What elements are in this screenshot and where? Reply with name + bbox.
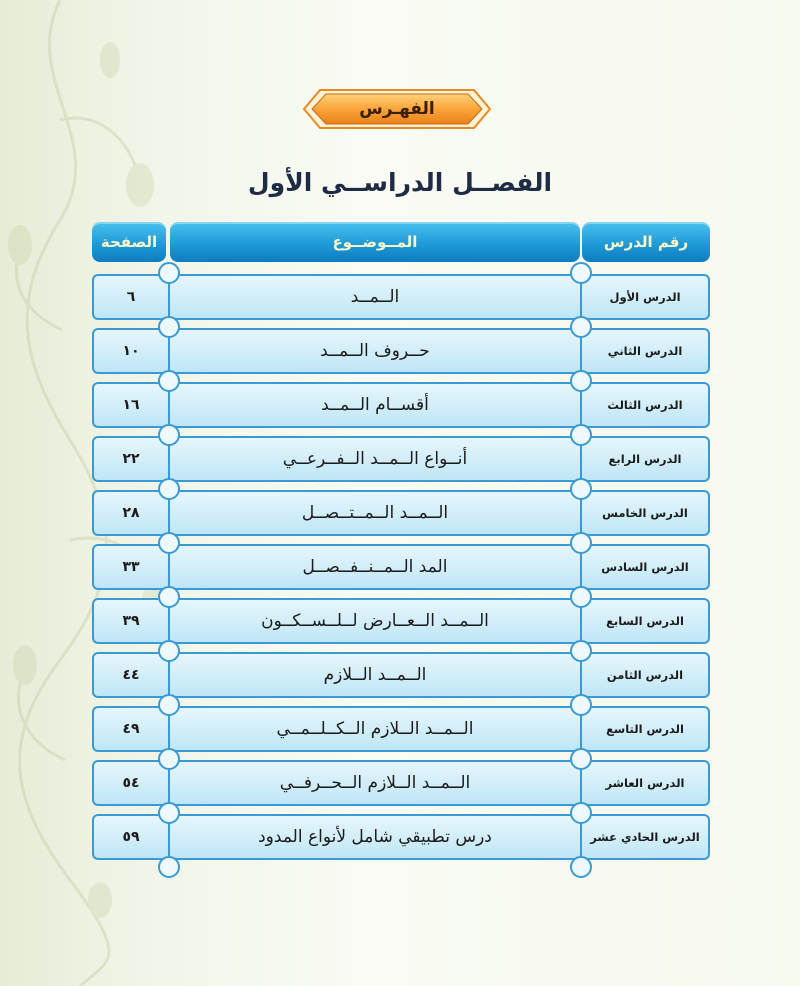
lesson-number-cell: الدرس السابع: [580, 598, 710, 644]
table-row: [92, 706, 710, 752]
topic-cell: حــروف الــمــد: [168, 328, 582, 374]
page-number-cell: ١٦: [92, 382, 170, 428]
table-row: [92, 382, 710, 428]
topic-cell: الــمــد الــمــتــصــل: [168, 490, 582, 536]
connector-knob: [158, 478, 180, 500]
connector-knob: [570, 262, 592, 284]
page-number-cell: ٥٩: [92, 814, 170, 860]
connector-knob: [570, 748, 592, 770]
connector-knob: [158, 694, 180, 716]
connector-knob: [570, 694, 592, 716]
connector-knob: [158, 370, 180, 392]
topic-cell: الــمــد الــلازم الــكــلــمــي: [168, 706, 582, 752]
topic-cell: أنــواع الــمــد الــفــرعــي: [168, 436, 582, 482]
topic-cell: الــمــد: [168, 274, 582, 320]
table-row: [92, 544, 710, 590]
connector-knob: [570, 316, 592, 338]
connector-knob: [570, 478, 592, 500]
lesson-number-cell: الدرس العاشر: [580, 760, 710, 806]
lesson-number-cell: الدرس التاسع: [580, 706, 710, 752]
lesson-number-cell: الدرس السادس: [580, 544, 710, 590]
table-row: [92, 274, 710, 320]
page-number-cell: ٤٩: [92, 706, 170, 752]
connector-knob: [570, 424, 592, 446]
connector-knob: [570, 586, 592, 608]
page-number-cell: ٣٣: [92, 544, 170, 590]
topic-cell: الــمــد الــلازم الــحــرفــي: [168, 760, 582, 806]
connector-knob: [158, 586, 180, 608]
table-row: [92, 436, 710, 482]
lesson-number-cell: الدرس الرابع: [580, 436, 710, 482]
page-number-cell: ٣٩: [92, 598, 170, 644]
index-table: [92, 222, 710, 862]
lesson-number-cell: الدرس الثامن: [580, 652, 710, 698]
connector-knob: [570, 802, 592, 824]
connector-knob: [158, 262, 180, 284]
connector-knob: [570, 370, 592, 392]
table-row: [92, 760, 710, 806]
connector-knob: [158, 640, 180, 662]
topic-cell: المد الــمــنــفــصــل: [168, 544, 582, 590]
lesson-number-cell: الدرس الخامس: [580, 490, 710, 536]
connector-knob: [158, 424, 180, 446]
connector-knob: [158, 802, 180, 824]
topic-cell: درس تطبيقي شامل لأنواع المدود: [168, 814, 582, 860]
lesson-number-cell: الدرس الثالث: [580, 382, 710, 428]
lesson-number-cell: الدرس الأول: [580, 274, 710, 320]
page-number-cell: ٥٤: [92, 760, 170, 806]
connector-knob: [570, 856, 592, 878]
page-number-cell: ١٠: [92, 328, 170, 374]
topic-cell: أقســام الــمــد: [168, 382, 582, 428]
section-title: الفصــل الدراســي الأول: [247, 168, 553, 197]
page-number-cell: ٢٨: [92, 490, 170, 536]
topic-cell: الــمــد الــلازم: [168, 652, 582, 698]
page-number-cell: ٢٢: [92, 436, 170, 482]
header-topic: المــوضــوع: [170, 222, 580, 262]
page-number-cell: ٤٤: [92, 652, 170, 698]
index-badge: [302, 88, 492, 130]
connector-knob: [158, 316, 180, 338]
connector-knob: [158, 856, 180, 878]
header-lesson-number: رقم الدرس: [582, 222, 710, 262]
topic-cell: الــمــد الــعــارض لــلــســكــون: [168, 598, 582, 644]
header-page: الصفحة: [92, 222, 166, 262]
table-row: [92, 490, 710, 536]
connector-knob: [158, 532, 180, 554]
connector-knob: [570, 640, 592, 662]
lesson-number-cell: الدرس الحادي عشر: [580, 814, 710, 860]
table-row: [92, 652, 710, 698]
table-row: [92, 328, 710, 374]
lesson-number-cell: الدرس الثاني: [580, 328, 710, 374]
connector-knob: [158, 748, 180, 770]
page-number-cell: ٦: [92, 274, 170, 320]
table-row: [92, 598, 710, 644]
table-row: [92, 814, 710, 860]
connector-knob: [570, 532, 592, 554]
badge-label: الفهـرس: [359, 99, 435, 119]
